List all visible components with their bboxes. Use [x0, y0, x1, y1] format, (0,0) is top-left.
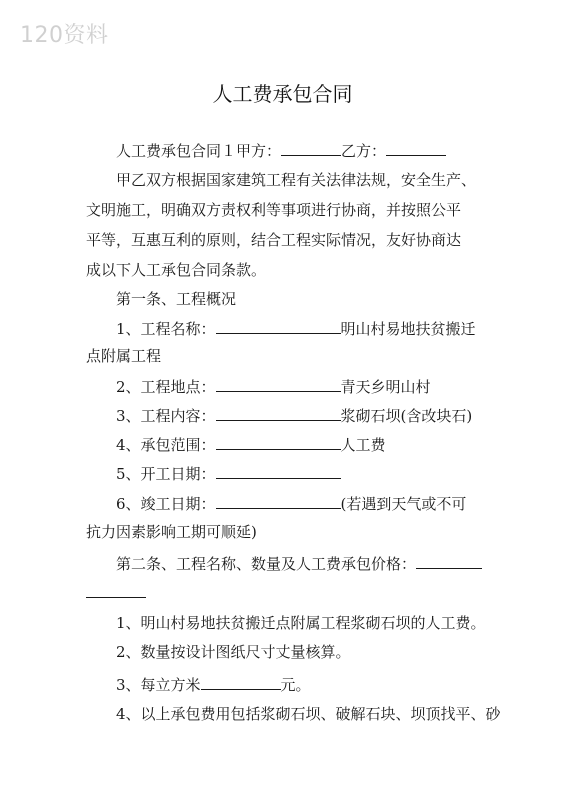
item-value: 浆砌石坝(含改块石) — [340, 407, 473, 425]
section-2-heading — [116, 553, 482, 574]
fill-blank — [216, 376, 341, 392]
preamble-line-4: 成以下人工承包合同条款。 — [86, 261, 267, 279]
fill-blank — [86, 582, 146, 598]
item-label: 5、开工日期： — [116, 465, 216, 483]
clause-2: 2、数量按设计图纸尺寸丈量核算。 — [116, 643, 351, 661]
item-label: 2、工程地点： — [116, 378, 216, 396]
item-value: 人工费 — [340, 436, 386, 454]
item-start-date — [116, 463, 341, 484]
item-label: 3、工程内容： — [116, 407, 216, 425]
item-label: 1、工程名称： — [116, 320, 216, 338]
clause-4: 4、以上承包费用包括浆砌石坝、破解石块、坝顶找平、砂 — [116, 705, 501, 723]
party-b-label: 乙方： — [341, 142, 387, 160]
item-project-name — [116, 318, 476, 339]
fill-blank — [216, 405, 341, 421]
fill-blank — [216, 434, 341, 450]
preamble-line-2: 文明施工，明确双方责权利等事项进行协商，并按照公平 — [86, 201, 462, 219]
fill-blank — [201, 674, 281, 690]
item-project-content — [116, 405, 472, 426]
item-label: 6、竣工日期： — [116, 495, 216, 513]
fill-blank — [416, 553, 482, 569]
party-b-blank — [386, 140, 446, 156]
item-completion-date — [116, 493, 466, 514]
section-2-blank-cont — [86, 582, 146, 603]
item-value: (若遇到天气或不可 — [340, 495, 467, 513]
clause-1: 1、明山村易地扶贫搬迁点附属工程浆砌石坝的人工费。 — [116, 614, 486, 632]
item-project-name-cont: 点附属工程 — [86, 347, 162, 365]
item-project-location — [116, 376, 431, 397]
item-completion-date-cont: 抗力因素影响工期可顺延) — [86, 523, 257, 541]
preamble-line-3: 平等，互惠互利的原则，结合工程实际情况，友好协商达 — [86, 231, 462, 249]
party-line — [116, 140, 446, 161]
section-2-text: 第二条、工程名称、数量及人工费承包价格： — [116, 555, 417, 573]
clause-3 — [116, 674, 311, 695]
item-value: 明山村易地扶贫搬迁 — [340, 320, 476, 338]
fill-blank — [216, 463, 341, 479]
watermark: 120资料 — [20, 23, 109, 48]
document-title: 人工费承包合同 — [212, 82, 353, 106]
clause-3-prefix: 3、每立方米 — [116, 676, 201, 694]
clause-3-suffix: 元。 — [280, 676, 311, 694]
fill-blank — [216, 493, 341, 509]
section-1-heading: 第一条、工程概况 — [116, 290, 237, 308]
party-a-label: 人工费承包合同１甲方： — [116, 142, 282, 160]
item-label: 4、承包范围： — [116, 436, 216, 454]
fill-blank — [216, 318, 341, 334]
item-contract-scope — [116, 434, 386, 455]
party-a-blank — [281, 140, 341, 156]
item-value: 青天乡明山村 — [340, 378, 431, 396]
preamble-line-1: 甲乙双方根据国家建筑工程有关法律法规，安全生产、 — [116, 171, 477, 189]
